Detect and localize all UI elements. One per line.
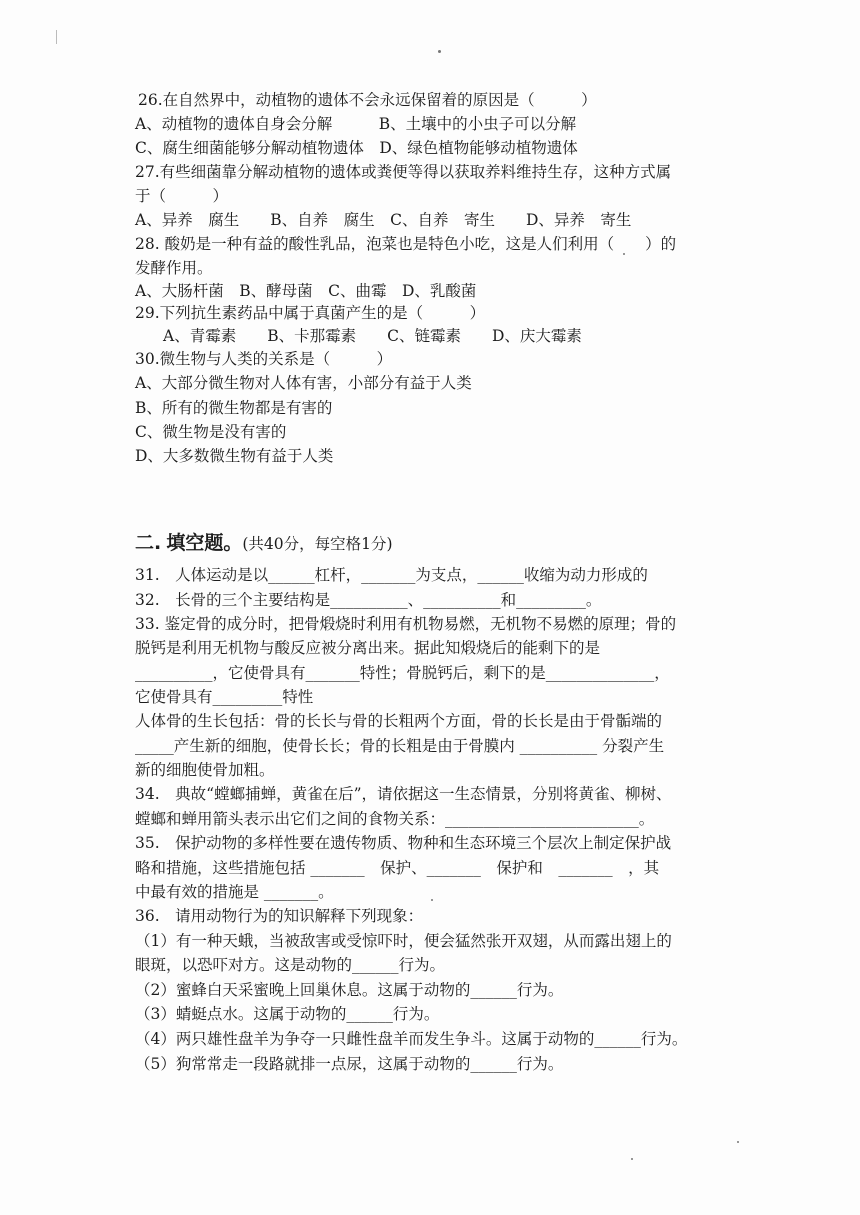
question-line: 28. 酸奶是一种有益的酸性乳品，泡菜也是特色小吃，这是人们利用（ ）的 — [135, 235, 677, 253]
fill-blank-line: 螳螂和蝉用箭头表示出它们之间的食物关系：_________________________。 — [135, 810, 655, 828]
question-line: 于（ ） — [135, 187, 229, 205]
fill-blank-line: 34. 典故“螳螂捕蝉，黄雀在后”，请依据这一生态情景，分别将黄雀、柳树、 — [135, 785, 672, 803]
question-line: 30.微生物与人类的关系是（ ） — [135, 350, 393, 368]
fill-blank-line: （5）狗常常走一段路就排一点尿，这属于动物的______行为。 — [135, 1055, 564, 1073]
fill-blank-line: 33. 鉴定骨的成分时，把骨煅烧时利用有机物易燃，无机物不易燃的原理；骨的 — [135, 615, 677, 633]
section-number: 二. — [135, 532, 162, 554]
question-line: A、异养 腐生 B、自养 腐生 C、自养 寄生 D、异养 寄生 — [135, 211, 632, 229]
scan-speck — [631, 1158, 633, 1160]
section-title: 填空题。 — [166, 532, 243, 554]
fill-blank-line: 略和措施，这些措施包括 _______ 保护、_______ 保护和 _______ ，其 — [135, 859, 660, 877]
fill-blank-line: 新的细胞使骨加粗。 — [135, 761, 275, 779]
fill-blank-line: 脱钙是利用无机物与酸反应被分离出来。据此知煅烧后的能剩下的是 — [135, 639, 601, 657]
fill-blank-line: __________，它使骨具有_______特性；骨脱钙后，剩下的是______________， — [135, 664, 670, 682]
fill-blank-line: （4）两只雄性盘羊为争夺一只雌性盘羊而发生争斗。这属于动物的______行为。 — [135, 1030, 688, 1048]
fill-blank-line: 36. 请用动物行为的知识解释下列现象： — [135, 907, 424, 925]
fill-blank-line: 眼斑，以恐吓对方。这是动物的______行为。 — [135, 956, 446, 974]
question-line: A、大部分微生物对人体有害，小部分有益于人类 — [135, 374, 472, 392]
question-line: A、青霉素 B、卡那霉素 C、链霉素 D、庆大霉素 — [163, 327, 582, 345]
fill-blank-line: （3）蜻蜓点水。这属于动物的______行为。 — [135, 1005, 440, 1023]
section-heading — [135, 528, 393, 555]
fill-blank-line: 人体骨的生长包括：骨的长长与骨的长粗两个方面，骨的长长是由于骨骺端的 — [135, 712, 663, 730]
question-line: B、所有的微生物都是有害的 — [135, 399, 333, 417]
question-line: A、大肠杆菌 B、酵母菌 C、曲霉 D、乳酸菌 — [135, 282, 477, 300]
question-line: D、大多数微生物有益于人类 — [135, 447, 334, 465]
question-line: 29.下列抗生素药品中属于真菌产生的是（ ） — [135, 304, 486, 322]
section-note: (共40分，每空格1分) — [242, 535, 393, 553]
scan-speck — [737, 1141, 739, 1143]
scan-speck — [431, 899, 433, 901]
question-line: C、腐生细菌能够分解动植物遗体 D、绿色植物能够动植物遗体 — [135, 139, 578, 157]
question-line: C、微生物是没有害的 — [135, 423, 287, 441]
question-line: 26.在自然界中，动植物的遗体不会永远保留着的原因是（ ） — [138, 91, 597, 109]
question-line: A、动植物的遗体自身会分解 B、土壤中的小虫子可以分解 — [135, 115, 577, 133]
fill-blank-line: （1）有一种天蛾，当被敌害或受惊吓时，便会猛然张开双翅，从而露出翅上的 — [135, 932, 672, 950]
fill-blank-line: 中最有效的措施是 _______。 — [135, 883, 334, 901]
fill-blank-line: 它使骨具有_________特性 — [135, 688, 314, 706]
fill-blank-line: _____产生新的细胞，使骨长长；骨的长粗是由于骨膜内 __________ 分裂产生 — [135, 737, 665, 755]
scan-edge-mark — [56, 30, 57, 44]
fill-blank-line: 32. 长骨的三个主要结构是__________、__________和_________。 — [135, 591, 602, 609]
question-line: 27.有些细菌靠分解动植物的遗体或粪便等得以获取养料维持生存，这种方式属 — [135, 163, 672, 181]
fill-blank-line: 31. 人体运动是以______杠杆，_______为支点，______收缩为动力形成的 — [135, 566, 648, 584]
fill-blank-line: 35. 保护动物的多样性要在遗传物质、物种和生态环境三个层次上制定保护战 — [135, 834, 672, 852]
scan-speck — [438, 50, 441, 53]
fill-blank-line: （2）蜜蜂白天采蜜晚上回巢休息。这属于动物的______行为。 — [135, 981, 564, 999]
question-line: 发酵作用。 — [135, 259, 213, 277]
